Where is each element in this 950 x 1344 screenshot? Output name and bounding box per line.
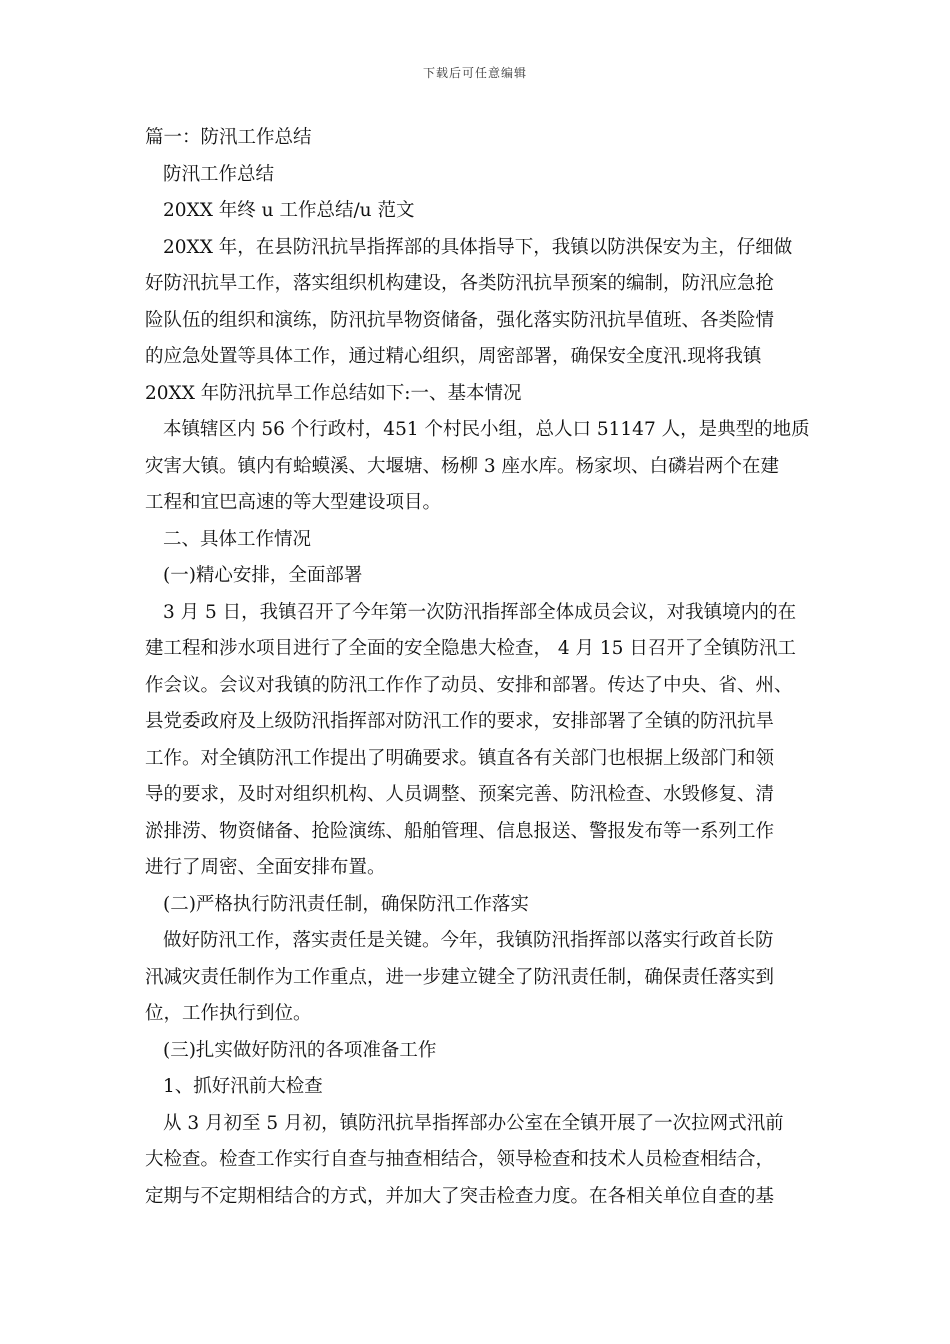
text-line: 防汛工作总结 bbox=[163, 163, 275, 185]
text-line: 篇一：防汛工作总结 bbox=[145, 127, 312, 148]
text-line: 的应急处置等具体工作，通过精心组织，周密部署，确保安全度汛.现将我镇 bbox=[145, 346, 762, 367]
text-line: 做好防汛工作，落实责任是关键。今年，我镇防汛指挥部以落实行政首长防 bbox=[163, 930, 774, 951]
text-line: 工程和宜巴高速的等大型建设项目。 bbox=[145, 492, 442, 513]
text-line: 20XX 年防汛抗旱工作总结如下:一、基本情况 bbox=[145, 382, 522, 404]
text-line: 1、抓好汛前大检查 bbox=[163, 1076, 323, 1097]
text-line: 大检查。检查工作实行自查与抽查相结合，领导检查和技术人员检查相结合， bbox=[145, 1149, 775, 1170]
document-body bbox=[145, 120, 810, 1215]
text-line: 好防汛抗旱工作，落实组织机构建设，各类防汛抗旱预案的编制，防汛应急抢 bbox=[145, 273, 775, 294]
text-line: (一)精心安排，全面部署 bbox=[163, 565, 363, 586]
text-line: 汛减灾责任制作为工作重点，进一步建立键全了防汛责任制，确保责任落实到 bbox=[145, 966, 775, 988]
text-line: (三)扎实做好防汛的各项准备工作 bbox=[163, 1039, 437, 1061]
text-line: 从 3 月初至 5 月初，镇防汛抗旱指挥部办公室在全镇开展了一次拉网式汛前 bbox=[163, 1112, 784, 1134]
text-line: 灾害大镇。镇内有蛤蟆溪、大堰塘、杨柳 3 座水库。杨家坝、白磷岩两个在建 bbox=[145, 455, 780, 477]
text-line: 工作。对全镇防汛工作提出了明确要求。镇直各有关部门也根据上级部门和领 bbox=[145, 747, 775, 769]
text-line: 20XX 年终 u 工作总结/u 范文 bbox=[163, 200, 415, 221]
text-line: 县党委政府及上级防汛指挥部对防汛工作的要求，安排部署了全镇的防汛抗旱 bbox=[145, 711, 775, 732]
text-line: 位，工作执行到位。 bbox=[145, 1003, 312, 1024]
text-line: 本镇辖区内 56 个行政村，451 个村民小组，总人口 51147 人，是典型的地质 bbox=[163, 419, 810, 440]
text-line: 建工程和涉水项目进行了全面的安全隐患大检查， 4 月 15 日召开了全镇防汛工 bbox=[145, 638, 796, 659]
text-line: (二)严格执行防汛责任制，确保防汛工作落实 bbox=[163, 893, 529, 915]
text-line: 20XX 年，在县防汛抗旱指挥部的具体指导下，我镇以防洪保安为主，仔细做 bbox=[163, 236, 793, 258]
text-line: 作会议。会议对我镇的防汛工作作了动员、安排和部署。传达了中央、省、州、 bbox=[145, 674, 793, 696]
text-line: 进行了周密、全面安排布置。 bbox=[145, 857, 386, 878]
page-header: 下载后可任意编辑 bbox=[422, 66, 527, 80]
text-line: 险队伍的组织和演练，防汛抗旱物资储备，强化落实防汛抗旱值班、各类险情 bbox=[145, 309, 775, 331]
text-line: 定期与不定期相结合的方式，并加大了突击检查力度。在各相关单位自查的基 bbox=[145, 1185, 775, 1207]
text-line: 3 月 5 日，我镇召开了今年第一次防汛指挥部全体成员会议，对我镇境内的在 bbox=[163, 601, 797, 623]
text-line: 二、具体工作情况 bbox=[163, 528, 312, 550]
text-line: 淤排涝、物资储备、抢险演练、船舶管理、信息报送、警报发布等一系列工作 bbox=[145, 820, 775, 842]
text-line: 导的要求，及时对组织机构、人员调整、预案完善、防汛检查、水毁修复、清 bbox=[145, 784, 775, 805]
